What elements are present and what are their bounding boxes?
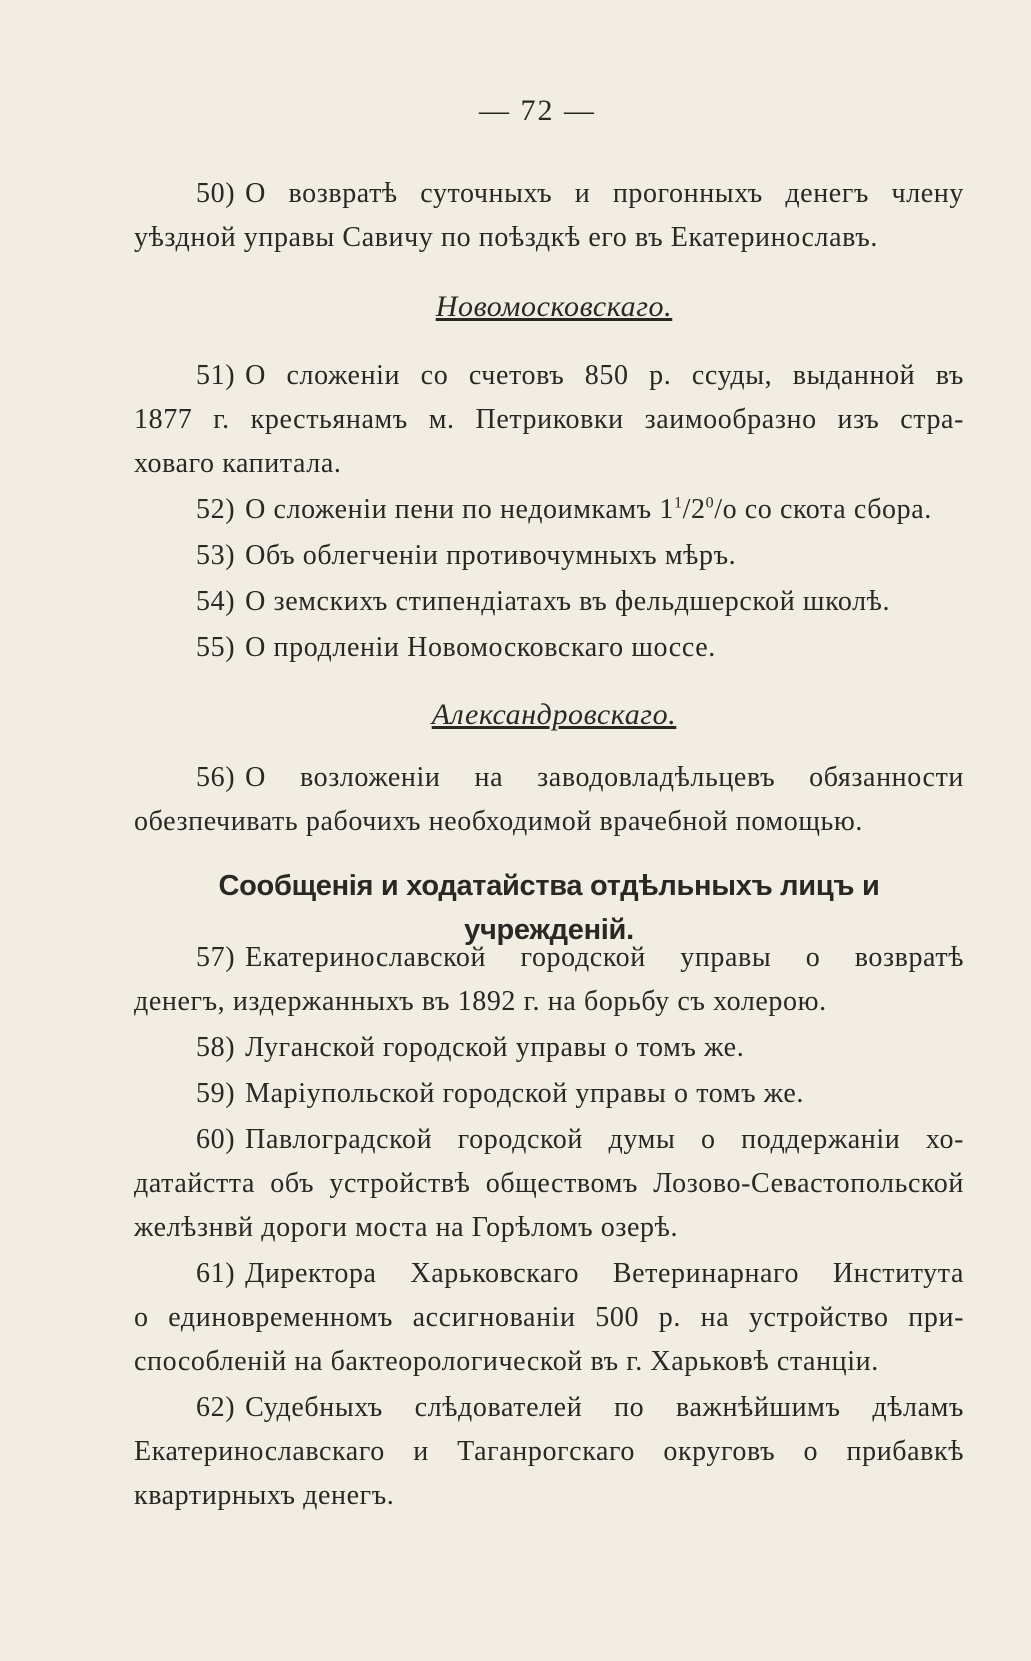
item-text: уѣздной управы Савичу по поѣздкѣ его въ Екатеринославъ. — [134, 222, 878, 253]
item-number: 59) — [196, 1078, 236, 1109]
item-number: 52) — [196, 494, 236, 525]
item-number: 55) — [196, 632, 236, 663]
item-line — [134, 172, 964, 216]
item-line — [134, 534, 964, 578]
heading-aleksandrovsk: Александровскаго. — [431, 698, 677, 731]
list-item — [134, 580, 964, 624]
item-text: О возвратѣ суточныхъ и прогонныхъ денегъ члену — [245, 178, 964, 209]
item-text: ховаго капитала. — [134, 448, 342, 479]
item-line — [134, 980, 964, 1024]
item-text: Маріупольской городской управы о томъ же. — [245, 1078, 804, 1109]
item-text: обезпечивать рабочихъ необходимой врачебной помощью. — [134, 806, 863, 837]
item-line — [134, 800, 964, 844]
item-text: о единовременномъ ассигнованіи 500 р. на устройство при- — [134, 1302, 964, 1333]
item-number: 51) — [196, 360, 236, 391]
item-number: 57) — [196, 942, 236, 973]
list-item — [134, 1118, 964, 1250]
item-text: О сложеніи со счетовъ 850 р. ссуды, выданной въ — [245, 360, 964, 391]
item-line — [134, 580, 964, 624]
page-body — [134, 172, 964, 1520]
item-text: Директора Харьковскаго Ветеринарнаго Института — [245, 1258, 964, 1289]
page-number: — 72 — — [479, 94, 596, 127]
item-text: /2 — [682, 494, 706, 525]
item-text: Павлоградской городской думы о поддержаніи хо- — [245, 1124, 964, 1155]
item-text: О продленіи Новомосковскаго шоссе. — [245, 632, 716, 663]
item-text: О земскихъ стипендіатахъ въ фельдшерской школѣ. — [245, 586, 891, 617]
items-group-a — [134, 172, 964, 260]
item-line — [134, 1296, 964, 1340]
list-item — [134, 1072, 964, 1116]
item-text: квартирныхъ денегъ. — [134, 1480, 395, 1511]
item-number: 61) — [196, 1258, 236, 1289]
item-line — [134, 442, 964, 486]
item-line — [134, 1118, 964, 1162]
heading-novomoskovsk: Новомосковскаго. — [435, 290, 673, 323]
list-item — [134, 1252, 964, 1384]
list-item — [134, 1026, 964, 1070]
item-text: О возложеніи на заводовладѣльцевъ обязанности — [245, 762, 964, 793]
item-text: Луганской городской управы о томъ же. — [245, 1032, 745, 1063]
item-line — [134, 1386, 964, 1430]
item-number: 56) — [196, 762, 236, 793]
item-line — [134, 1206, 964, 1250]
item-text: способленій на бактеорологической въ г. Харьковѣ станціи. — [134, 1346, 879, 1377]
item-number: 50) — [196, 178, 236, 209]
list-item — [134, 626, 964, 670]
item-number: 54) — [196, 586, 236, 617]
list-item — [134, 936, 964, 1024]
list-item — [134, 1386, 964, 1518]
items-group-c — [134, 756, 964, 844]
item-number: 53) — [196, 540, 236, 571]
superscript: 0 — [705, 494, 715, 512]
item-text: 1877 г. крестьянамъ м. Петриковки заимообразно изъ стра- — [134, 404, 964, 435]
items-group-b — [134, 354, 964, 670]
item-line — [134, 756, 964, 800]
superscript: 1 — [673, 494, 683, 512]
item-line — [134, 1340, 964, 1384]
item-line — [134, 936, 964, 980]
item-line — [134, 1430, 964, 1474]
list-item — [134, 354, 964, 486]
item-line — [134, 216, 964, 260]
items-group-d — [134, 936, 964, 1518]
item-number: 60) — [196, 1124, 236, 1155]
item-text: О сложеніи пени по недоимкамъ — [245, 494, 660, 525]
item-text: 1 — [659, 494, 674, 525]
item-line — [134, 626, 964, 670]
item-text: Екатеринославскаго и Таганрогскаго округовъ о прибавкѣ — [134, 1436, 964, 1467]
item-text: денегъ, издержанныхъ въ 1892 г. на борьбу съ холерою. — [134, 986, 827, 1017]
item-line — [134, 1162, 964, 1206]
section-title: Сообщенія и ходатайства отдѣльныхъ лицъ и учрежденій. — [218, 870, 880, 946]
item-number: 62) — [196, 1392, 236, 1423]
item-number: 58) — [196, 1032, 236, 1063]
item-line — [134, 1072, 964, 1116]
item-line — [134, 398, 964, 442]
item-text: Екатеринославской городской управы о возвратѣ — [245, 942, 964, 973]
item-text: /о со скота сбора. — [714, 494, 932, 525]
item-text: датайстта объ устройствѣ обществомъ Лозово-Севастопольской — [134, 1168, 964, 1199]
item-line — [134, 1474, 964, 1518]
item-line — [134, 1252, 964, 1296]
item-text: Объ облегченіи противочумныхъ мѣръ. — [245, 540, 737, 571]
list-item — [134, 756, 964, 844]
list-item — [134, 172, 964, 260]
item-text: желѣзнвй дороги моста на Горѣломъ озерѣ. — [134, 1212, 679, 1243]
item-line — [134, 354, 964, 398]
item-line — [134, 1026, 964, 1070]
item-text: Судебныхъ слѣдователей по важнѣйшимъ дѣламъ — [245, 1392, 964, 1423]
list-item — [134, 488, 964, 532]
list-item — [134, 534, 964, 578]
item-line — [134, 488, 964, 532]
